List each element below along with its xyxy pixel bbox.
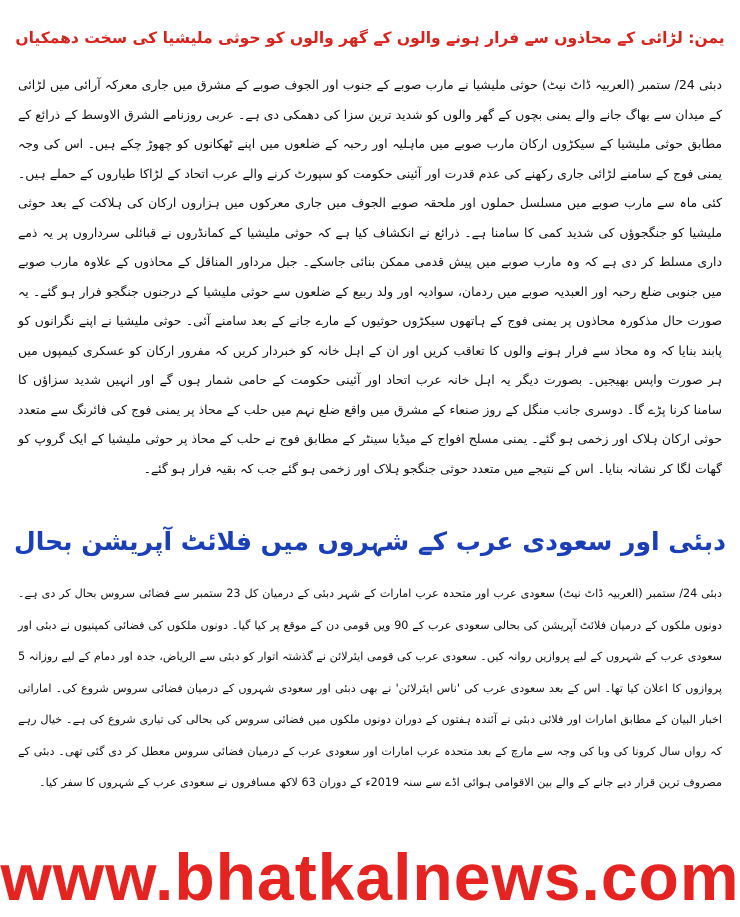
article-flights	[18, 578, 722, 799]
article-flights-body: دبئی 24/ ستمبر (العربیہ ڈاٹ نیٹ) سعودی عرب اور متحدہ عرب امارات کے شہر دبئی کے درمیان کل 23 ستمبر سے فضائی سروس بحال کر دی ہے۔ دونوں ملکوں کے درمیان فلائٹ آپریشن کی بحالی سعودی عرب کے 90 ویں قومی دن کے موقع پر کیا گیا۔ دونوں ملکوں کی فضائی کمپنیوں نے دبئی اور سعودی عرب کے شہروں کے لیے پروازیں روانہ کیں۔ سعودی عرب کی قومی ایئرلائن نے گذشتہ اتوار کو دبئی سے الریاض، جدہ اور دمام کے لیے روزانہ 5 پروازوں کا اعلان کیا تھا۔ اس کے بعد سعودی عرب کی 'ناس ایئرلائن' نے بھی دبئی اور سعودی شہروں کے درمیان فضائی سروس شروع کی۔ اماراتی اخبار البیان کے مطابق امارات اور فلائی دبئی نے آئندہ ہفتوں کے دوران دونوں ملکوں میں فضائی سروس کی بحالی کی تیاری شروع کی ہے۔ خیال رہے کہ رواں سال کرونا کی وبا کی وجہ سے مارچ کے بعد متحدہ عرب امارات اور سعودی عرب کے درمیان فضائی سروس معطل کر دی گئی تھی۔ دبئی کے مصروف ترین قرار دیے جانے کے والے بین الاقوامی ہوائی اڈے سے سنہ 2019ء کے دوران 63 لاکھ مسافروں نے سعودی عرب کے شہروں کا سفر کیا۔	[18, 587, 722, 789]
headline-yemen: یمن: لڑائی کے محاذوں سے فرار ہونے والوں کے گھر والوں کو حوثی ملیشیا کی سخت دھمکیاں	[15, 29, 725, 47]
site-url-footer: www.bhatkalnews.com	[0, 840, 740, 914]
headline-flights: دبئی اور سعودی عرب کے شہروں میں فلائٹ آپریشن بحال	[14, 527, 726, 556]
article-yemen	[18, 70, 722, 483]
article-yemen-body: دبئی 24/ ستمبر (العربیہ ڈاٹ نیٹ) حوثی ملیشیا نے مارب صوبے کے جنوب اور الجوف صوبے کے مشرق میں جاری معرکہ آرائی میں لڑائی کے میدان سے بھاگ جانے والے یمنی بچوں کے گھر والوں کو شدید ترین سزا کی دھمکی دی ہے۔ عربی روزنامے الشرق الاوسط کے ذرائع کے مطابق حوثی ملیشیا کے سیکڑوں ارکان مارب صوبے میں ماہلیہ اور رحبہ کے ضلعوں میں اپنے ٹھکانوں کو چھوڑ چکے ہیں۔ اس کی وجہ یمنی فوج کے سامنے لڑائی جاری رکھنے کی عدم قدرت اور آئینی حکومت کو سپورٹ کرنے والے عرب اتحاد کے لڑاکا طیاروں کے حملے ہیں۔ کئی ماہ سے مارب صوبے میں مسلسل حملوں اور ملحقہ صوبے الجوف میں جاری معرکوں میں ہزاروں ارکان کی ہلاکت کے بعد حوثی ملیشیا کو جنگجوؤں کی شدید کمی کا سامنا ہے۔ ذرائع نے انکشاف کیا ہے کہ حوثی ملیشیا کے کمانڈروں نے قبائلی سرداروں پر یہ ذمے داری مسلط کر دی ہے کہ وہ مارب صوبے میں پیش قدمی ممکن بنائی جاسکے۔ جبل مرداور المناقل کے محاذوں کے علاوہ مارب صوبے میں جنوبی ضلع رحبہ اور العبدیہ صوبے میں ردمان، سوادیہ اور ولد ربیع کے ضلعوں سے حوثی ملیشیا کے درجنوں جنگجو فرار ہو گئے۔ یہ صورت حال مذکورہ محاذوں پر یمنی فوج کے ہاتھوں سیکڑوں حوثیوں کے مارے جانے کے بعد سامنے آئی۔ حوثی ملیشیا نے اپنے نگرانوں کو پابند بنایا کہ وہ محاذ سے فرار ہونے والوں کا تعاقب کریں اور ان کے اہل خانہ کو خبردار کریں کہ مفرور ارکان کو عسکری کیمپوں میں ہر صورت واپس بھیجیں۔ بصورت دیگر یہ اہل خانہ عرب اتحاد اور آئینی حکومت کے حامی شمار ہوں گے اور انہیں شدید سزاؤں کا سامنا کرنا پڑے گا۔ دوسری جانب منگل کے روز صنعاء کے مشرق میں واقع ضلع نہم میں حلب کے محاذ پر یمنی فوج کی فائرنگ سے متعدد حوثی ارکان ہلاک اور زخمی ہو گئے۔ یمنی مسلح افواج کے میڈیا سینٹر کے مطابق فوج نے حلب کے محاذ پر حوثی ملیشیا کے ایک گروپ کو گھات لگا کر نشانہ بنایا۔ اس کے نتیجے میں متعدد حوثی جنگجو ہلاک اور زخمی ہو گئے جب کہ بقیہ فرار ہو گئے۔	[18, 77, 722, 476]
